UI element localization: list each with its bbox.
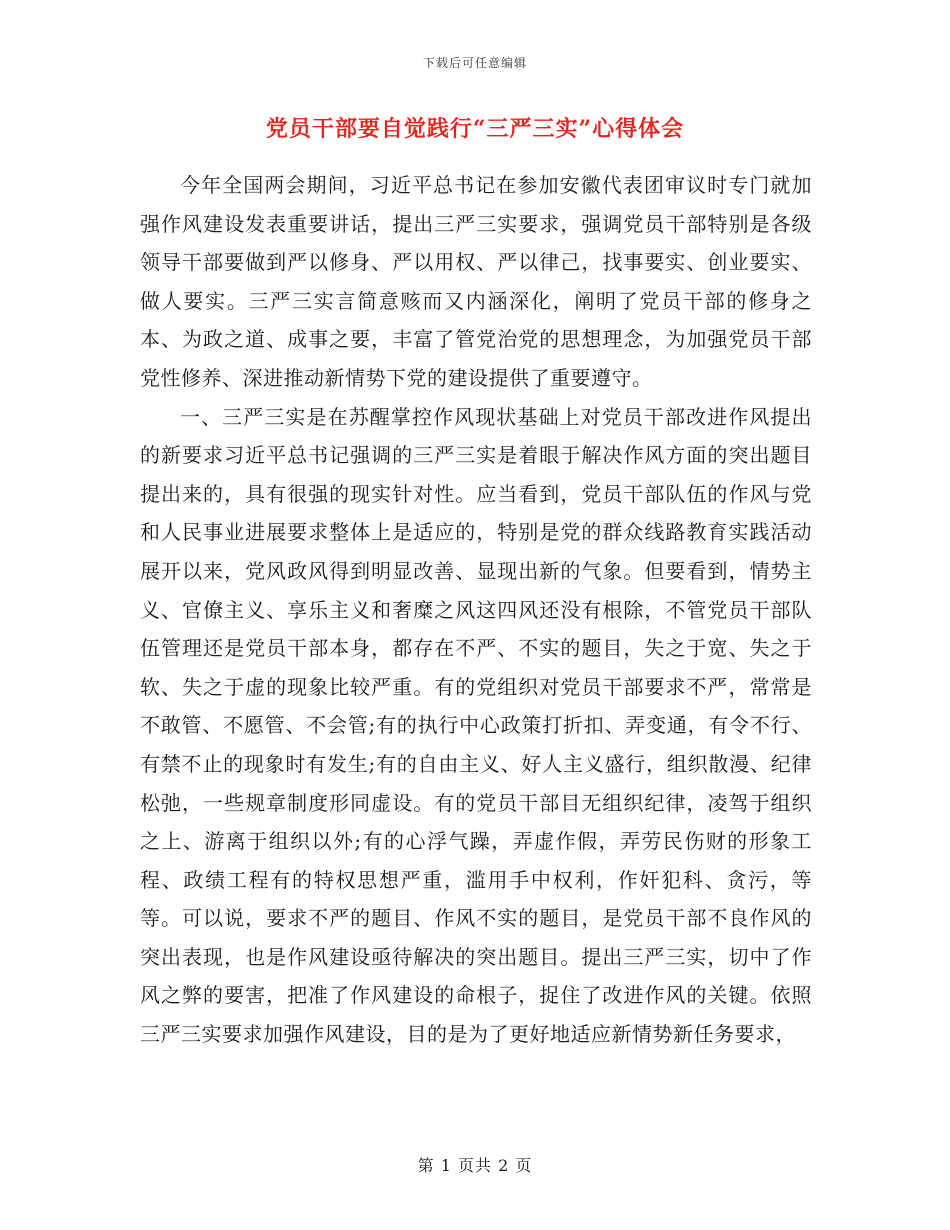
document-title: 党员干部要自觉践行“三严三实”心得体会 <box>265 116 685 142</box>
paragraph-intro: 今年全国两会期间，习近平总书记在参加安徽代表团审议时专门就加强作风建设发表重要讲话，提出三严三实要求，强调党员干部特别是各级领导干部要做到严以修身、严以用权、严以律己，找事要实、创业要实、做人要实。三严三实言简意赅而又内涵深化，阐明了党员干部的修身之本、为政之道、成事之要，丰富了管党治党的思想理念，为加强党员干部党性修养、深进推动新情势下党的建设提供了重要遵守。 <box>140 173 812 390</box>
paragraph-section-one: 一、三严三实是在苏醒掌控作风现状基础上对党员干部改进作风提出的新要求习近平总书记强调的三严三实是着眼于解决作风方面的突出题目提出来的，具有很强的现实针对性。应当看到，党员干部队伍的作风与党和人民事业进展要求整体上是适应的，特别是党的群众线路教育实践活动展开以来，党风政风得到明显改善、显现出新的气象。但要看到，情势主义、官僚主义、享乐主义和奢糜之风这四风还没有根除，不管党员干部队伍管理还是党员干部本身，都存在不严、不实的题目，失之于宽、失之于软、失之于虚的现象比较严重。有的党组织对党员干部要求不严，常常是不敢管、不愿管、不会管;有的执行中心政策打折扣、弄变通，有令不行、有禁不止的现象时有发生;有的自由主义、好人主义盛行，组织散漫、纪律松弛，一些规章制度形同虚设。有的党员干部目无组织纪律，凌驾于组织之上、游离于组织以外;有的心浮气躁，弄虚作假，弄劳民伤财的形象工程、政绩工程有的特权思想严重，滥用手中权利，作奸犯科、贪污，等等。可以说，要求不严的题目、作风不实的题目，是党员干部不良作风的突出表现，也是作风建设亟待解决的突出题目。提出三严三实，切中了作风之弊的要害，把准了作风建设的命根子，捉住了改进作风的关键。依照三严三实要求加强作风建设，目的是为了更好地适应新情势新任务要求， <box>140 404 812 1047</box>
page-number: 第 1 页共 2 页 <box>417 1156 533 1175</box>
document-body <box>140 166 812 1054</box>
header-note: 下载后可任意编辑 <box>422 56 527 70</box>
